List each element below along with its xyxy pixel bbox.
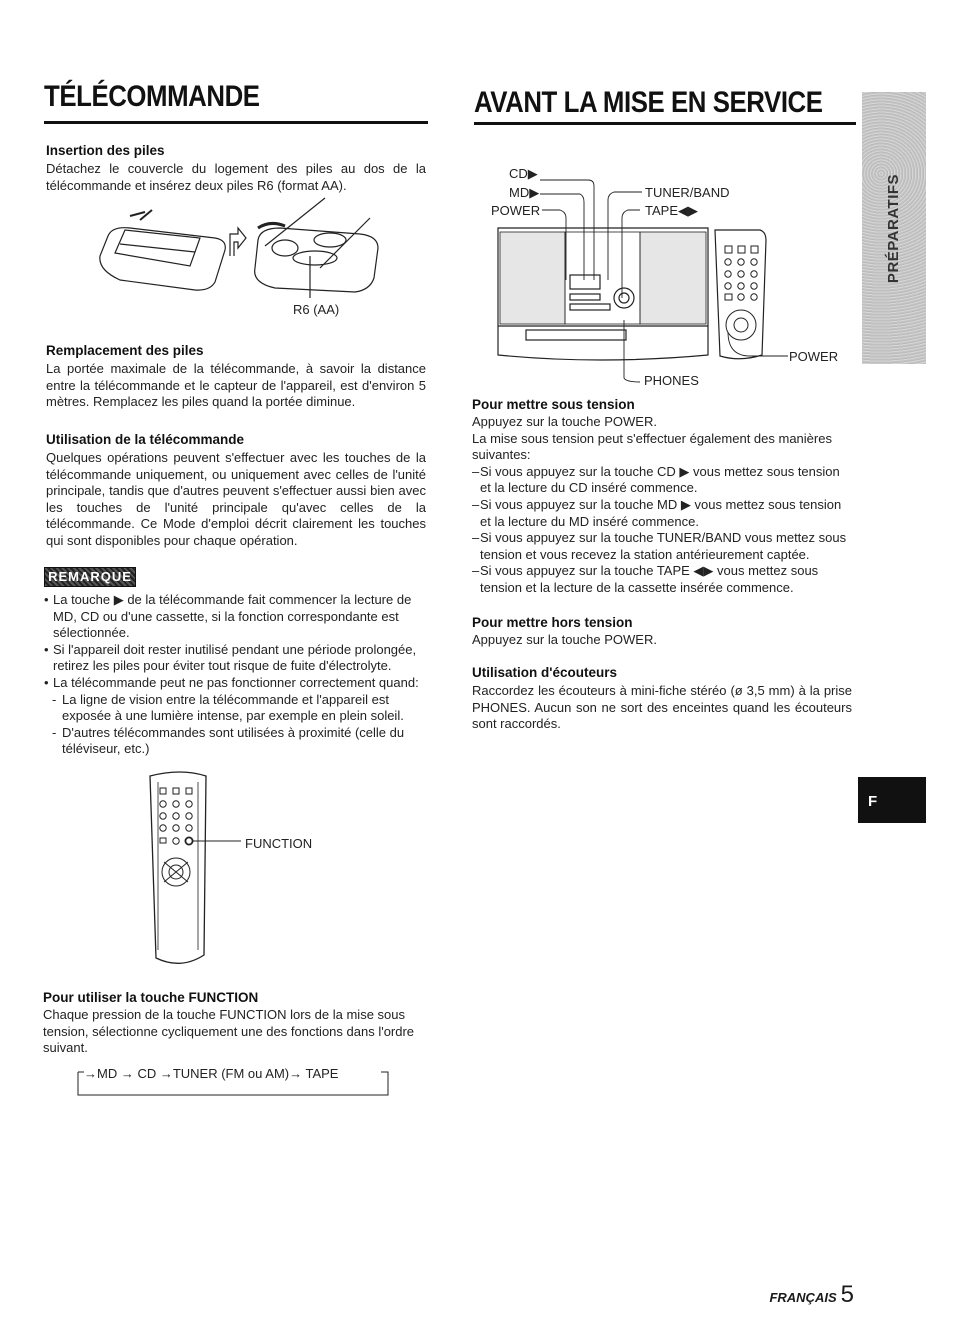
remarque-badge: REMARQUE [44, 567, 136, 587]
md-button-label: MD▶ [509, 185, 540, 200]
remarque-sub-1: - La ligne de vision entre la télécommande et l'appareil est exposée à une lumière intense, par exemple en plein soleil. [44, 692, 426, 725]
tape-button-label: TAPE◀▶ [645, 203, 698, 218]
headphones-text: Raccordez les écouteurs à mini-fiche stéréo (ø 3,5 mm) à la prise PHONES. Aucun son ne sort des enceintes quand les écouteurs sont raccordés. [472, 683, 852, 732]
usage-heading: Utilisation de la télécommande [46, 432, 245, 447]
insertion-heading: Insertion des piles [46, 143, 165, 158]
battery-callout: R6 (AA) [293, 302, 340, 317]
power-on-line-2: La mise sous tension peut s'effectuer également des manières suivantes: [472, 430, 832, 463]
replacement-heading: Remplacement des piles [46, 343, 204, 358]
right-title-rule [474, 122, 856, 125]
remarque-bullet-2: • Si l'appareil doit rester inutilisé pendant une période prolongée, retirez les piles pour éviter tout risque de fuite d'électrolyte. [44, 642, 426, 675]
power-on-body [472, 414, 854, 597]
remote-power-label: POWER [789, 349, 839, 364]
remarque-bullet-1: • La touche ▶ de la télécommande fait commencer la lecture de MD, CD ou d'une cassette, si la fonction correspondante est sélectionnée. [44, 592, 426, 642]
function-callout: FUNCTION [245, 836, 313, 851]
power-on-item-3: – Si vous appuyez sur la touche TUNER/BAND vous mettez sous tension et vous recevez la station antérieurement captée. [472, 530, 854, 563]
power-button-label: POWER [491, 203, 541, 218]
phones-jack-label: PHONES [644, 373, 699, 388]
power-off-heading: Pour mettre hors tension [472, 615, 633, 630]
usage-text: Quelques opérations peuvent s'effectuer avec les touches de la télécommande uniquement, ou uniquement avec celles de l'unité principale, tandis que d'autres peuvent s'effectuer aussi bien avec les touches de l'unité principale qu'avec celles de la télécommande. Ce Mode d'emploi décrit clairement les touches qui sont disponibles pour chaque opération. [46, 450, 426, 548]
battery-illustration [90, 198, 380, 293]
function-heading: Pour utiliser la touche FUNCTION [43, 990, 259, 1005]
insertion-text: Détachez le couvercle du logement des piles au dos de la télécommande et insérez deux piles R6 (format AA). [46, 161, 426, 193]
replacement-text: La portée maximale de la télécommande, à savoir la distance entre la télécommande et le capteur de l'appareil, est d'environ 5 mètres. Remplacez les piles quand la portée diminue. [46, 361, 426, 410]
function-text: Chaque pression de la touche FUNCTION lors de la mise sous tension, sélectionne cycliquement une des fonctions dans l'ordre suivant. [43, 1007, 415, 1056]
power-off-text: Appuyez sur la touche POWER. [472, 632, 657, 647]
cd-button-label: CD▶ [509, 166, 538, 181]
section-side-tab-label: PRÉPARATIFS [885, 173, 903, 283]
page-number: 5 [840, 1281, 854, 1308]
page-footer [769, 1281, 854, 1309]
footer-language: FRANÇAIS [769, 1290, 837, 1305]
power-on-item-2: – Si vous appuyez sur la touche MD ▶ vous mettez sous tension et la lecture du MD inséré commence. [472, 497, 854, 530]
left-title: TÉLÉCOMMANDE [44, 80, 260, 113]
power-on-heading: Pour mettre sous tension [472, 397, 635, 412]
language-tab [858, 777, 926, 823]
tuner-band-button-label: TUNER/BAND [645, 185, 730, 200]
function-cycle-sequence: →MD → CD →TUNER (FM ou AM)→ TAPE [84, 1066, 339, 1081]
section-side-tab [862, 92, 926, 364]
headphones-heading: Utilisation d'écouteurs [472, 665, 617, 680]
remarque-bullet-3: • La télécommande peut ne pas fonctionner correctement quand: [44, 675, 426, 692]
language-tab-label: F [868, 793, 878, 810]
power-on-item-1: – Si vous appuyez sur la touche CD ▶ vous mettez sous tension et la lecture du CD inséré commence. [472, 464, 854, 497]
power-on-item-4: – Si vous appuyez sur la touche TAPE ◀▶ vous mettez sous tension et la lecture de la cassette insérée commence. [472, 563, 854, 596]
right-title: AVANT LA MISE EN SERVICE [474, 86, 823, 119]
remarque-sub-2: - D'autres télécommandes sont utilisées à proximité (celle du téléviseur, etc.) [44, 725, 426, 758]
remote-control-illustration [146, 770, 216, 970]
remarque-notes [44, 592, 426, 758]
left-title-rule [44, 121, 428, 124]
power-on-line-1: Appuyez sur la touche POWER. [472, 414, 657, 429]
